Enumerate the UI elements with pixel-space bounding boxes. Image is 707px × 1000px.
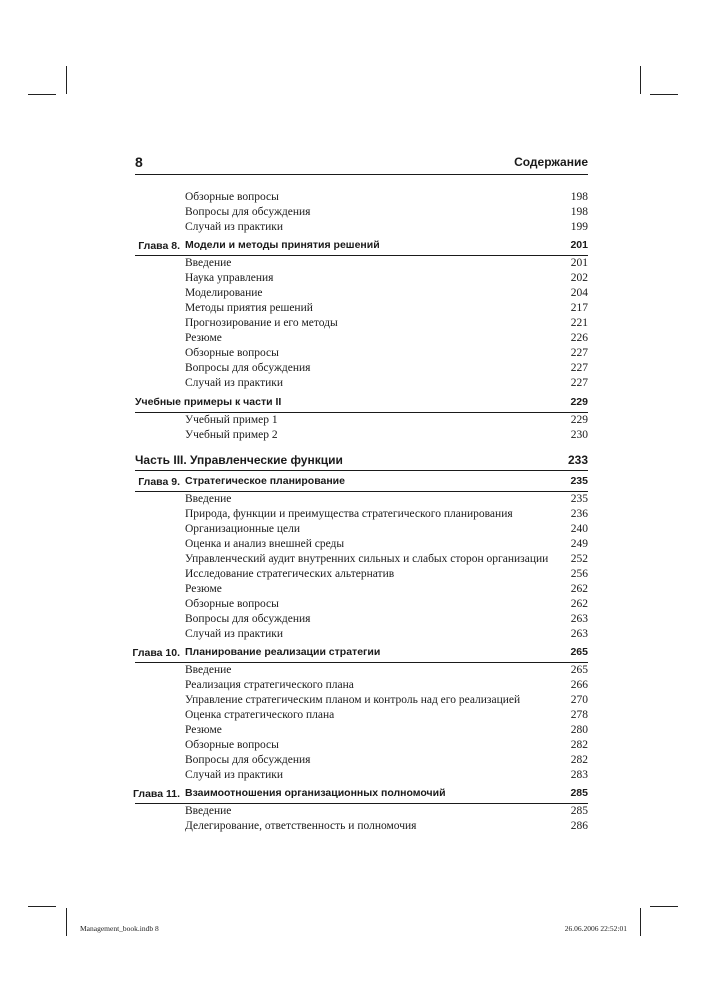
toc-page: 235 xyxy=(570,475,588,487)
toc-page: 202 xyxy=(570,272,588,284)
toc-label: Стратегическое планирование xyxy=(185,475,345,487)
toc-label: Случай из практики xyxy=(185,769,284,781)
toc-chapter xyxy=(135,475,588,490)
toc-page: 199 xyxy=(570,221,588,233)
toc-label: Обзорные вопросы xyxy=(185,739,279,751)
toc-entry xyxy=(135,612,588,627)
toc-page: 227 xyxy=(570,347,588,359)
toc-page: 262 xyxy=(570,598,588,610)
toc-chapter xyxy=(132,646,588,661)
toc-label: Вопросы для обсуждения xyxy=(185,206,311,218)
toc-label: Введение xyxy=(185,493,232,505)
toc-page: 236 xyxy=(570,508,588,520)
toc-entry xyxy=(135,205,588,220)
chapter-number: Глава 10. xyxy=(132,647,180,659)
toc-label: Резюме xyxy=(185,583,222,595)
toc-label: Учебные примеры к части II xyxy=(135,396,282,408)
toc-page: 240 xyxy=(570,523,588,535)
toc-entry xyxy=(135,316,588,331)
toc-page: 286 xyxy=(570,820,588,832)
toc-entry xyxy=(135,331,588,346)
toc-page: 204 xyxy=(570,287,588,299)
toc-label: Моделирование xyxy=(185,287,263,299)
crop-mark-top-left-h xyxy=(28,94,56,95)
toc-label: Введение xyxy=(185,664,232,676)
toc-label: Управление стратегическим планом и контроль над его реализацией xyxy=(185,694,521,706)
toc-page: 235 xyxy=(570,493,588,505)
toc-chapter xyxy=(135,239,588,254)
crop-mark-top-left xyxy=(66,66,67,94)
toc-page: 283 xyxy=(570,769,588,781)
toc-entry xyxy=(135,522,588,537)
toc-entry xyxy=(135,301,588,316)
toc-page: 198 xyxy=(570,206,588,218)
toc-entry xyxy=(135,271,588,286)
toc-page: 278 xyxy=(570,709,588,721)
toc-page: 227 xyxy=(570,362,588,374)
toc-label: Взаимоотношения организационных полномочий xyxy=(185,787,446,799)
toc-page: 280 xyxy=(570,724,588,736)
toc-label: Обзорные вопросы xyxy=(185,598,279,610)
chapter-number: Глава 8. xyxy=(138,240,180,252)
toc-label: Введение xyxy=(185,257,232,269)
crop-mark-bottom-right-h xyxy=(650,906,678,907)
toc-page: 229 xyxy=(570,396,588,408)
toc-entry xyxy=(135,693,588,708)
crop-mark-bottom-left-h xyxy=(28,906,56,907)
toc-label: Вопросы для обсуждения xyxy=(185,754,311,766)
toc-entry xyxy=(135,738,588,753)
toc-entry xyxy=(135,492,588,507)
toc-entry xyxy=(135,190,588,205)
toc-rule xyxy=(135,470,588,471)
toc-label: Организационные цели xyxy=(185,523,301,535)
chapter-number: Глава 11. xyxy=(132,788,180,800)
toc-label: Учебный пример 1 xyxy=(185,414,278,426)
toc-entry xyxy=(135,597,588,612)
toc-entry xyxy=(135,582,588,597)
toc-label: Делегирование, ответственность и полномочия xyxy=(185,820,417,832)
toc-entry xyxy=(135,567,588,582)
toc-page: 198 xyxy=(570,191,588,203)
toc-entry xyxy=(135,256,588,271)
toc-label: Случай из практики xyxy=(185,221,284,233)
toc-section xyxy=(135,396,588,411)
toc-entry xyxy=(135,708,588,723)
toc-page: 262 xyxy=(570,583,588,595)
toc-label: Реализация стратегического плана xyxy=(185,679,354,691)
toc-entry xyxy=(135,507,588,522)
toc-label: Планирование реализации стратегии xyxy=(185,646,381,658)
toc-label: Управленческий аудит внутренних сильных и слабых сторон организации xyxy=(185,553,549,565)
toc-label: Часть III. Управленческие функции xyxy=(135,453,343,467)
toc-entry xyxy=(135,361,588,376)
toc-label: Исследование стратегических альтернатив xyxy=(185,568,395,580)
toc-label: Оценка и анализ внешней среды xyxy=(185,538,345,550)
table-of-contents xyxy=(132,190,588,834)
toc-page: 256 xyxy=(570,568,588,580)
toc-entry xyxy=(135,804,588,819)
toc-label: Наука управления xyxy=(185,272,274,284)
toc-entry xyxy=(135,220,588,235)
toc-label: Вопросы для обсуждения xyxy=(185,362,311,374)
toc-page: 282 xyxy=(570,754,588,766)
header-title: Содержание xyxy=(514,155,588,169)
toc-entry xyxy=(135,413,588,428)
toc-entry xyxy=(135,678,588,693)
toc-entry xyxy=(135,376,588,391)
toc-label: Обзорные вопросы xyxy=(185,347,279,359)
toc-entry xyxy=(135,428,588,443)
toc-page: 221 xyxy=(570,317,588,329)
toc-chapter xyxy=(132,787,588,802)
running-header xyxy=(135,154,588,174)
toc-page: 217 xyxy=(570,302,588,314)
toc-page: 285 xyxy=(570,787,588,799)
toc-page: 282 xyxy=(570,739,588,751)
toc-page: 201 xyxy=(570,239,588,251)
toc-entry xyxy=(135,286,588,301)
toc-entry xyxy=(135,723,588,738)
crop-mark-bottom-right xyxy=(640,908,641,936)
toc-label: Учебный пример 2 xyxy=(185,429,278,441)
toc-page: 233 xyxy=(567,453,588,467)
toc-page: 265 xyxy=(570,664,588,676)
toc-page: 266 xyxy=(570,679,588,691)
toc-label: Методы приятия решений xyxy=(185,302,313,314)
toc-label: Резюме xyxy=(185,724,222,736)
toc-part xyxy=(135,452,588,469)
toc-label: Вопросы для обсуждения xyxy=(185,613,311,625)
toc-page: 263 xyxy=(570,613,588,625)
toc-entry xyxy=(135,819,588,834)
footer-timestamp: 26.06.2006 22:52:01 xyxy=(564,924,627,933)
crop-mark-top-right xyxy=(640,66,641,94)
chapter-number: Глава 9. xyxy=(138,476,180,488)
toc-page: 229 xyxy=(570,414,588,426)
toc-label: Случай из практики xyxy=(185,628,284,640)
toc-page: 252 xyxy=(570,553,588,565)
toc-label: Оценка стратегического плана xyxy=(185,709,335,721)
toc-entry xyxy=(135,627,588,642)
toc-label: Резюме xyxy=(185,332,222,344)
toc-page: 230 xyxy=(570,429,588,441)
toc-label: Прогнозирование и его методы xyxy=(185,317,338,329)
toc-entry xyxy=(135,346,588,361)
toc-page: 227 xyxy=(570,377,588,389)
toc-page: 249 xyxy=(570,538,588,550)
page-number: 8 xyxy=(135,154,143,170)
crop-mark-bottom-left xyxy=(66,908,67,936)
footer-file: Management_book.indb 8 xyxy=(80,924,159,933)
toc-label: Модели и методы принятия решений xyxy=(185,239,380,251)
toc-label: Введение xyxy=(185,805,232,817)
toc-page: 270 xyxy=(570,694,588,706)
toc-entry xyxy=(135,537,588,552)
toc-page: 285 xyxy=(570,805,588,817)
toc-label: Природа, функции и преимущества стратегического планирования xyxy=(185,508,513,520)
crop-mark-top-right-h xyxy=(650,94,678,95)
toc-page: 265 xyxy=(570,646,588,658)
header-rule xyxy=(135,174,588,175)
toc-page: 201 xyxy=(570,257,588,269)
toc-entry xyxy=(135,663,588,678)
toc-entry xyxy=(135,753,588,768)
toc-label: Случай из практики xyxy=(185,377,284,389)
toc-page: 263 xyxy=(570,628,588,640)
toc-entry xyxy=(135,768,588,783)
toc-entry xyxy=(135,552,588,567)
toc-page: 226 xyxy=(570,332,588,344)
toc-label: Обзорные вопросы xyxy=(185,191,279,203)
